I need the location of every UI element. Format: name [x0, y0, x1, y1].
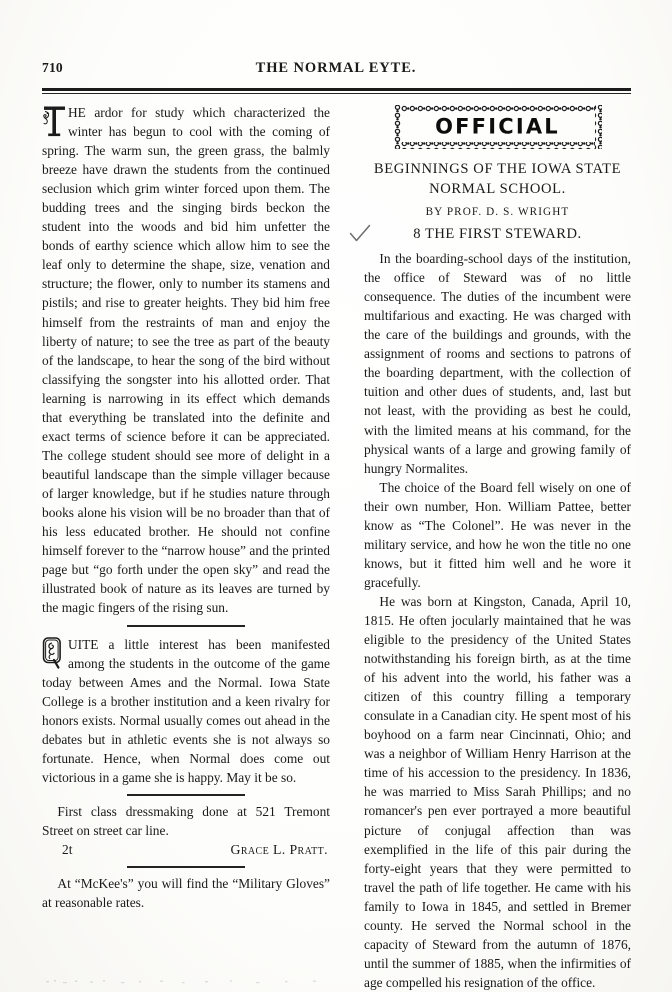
publication-title: THE NORMAL EYTE. — [255, 60, 417, 76]
ornamental-initial-q-icon — [42, 636, 67, 670]
header-rule-thick — [42, 88, 631, 91]
official-banner — [394, 105, 602, 149]
advert-mckees-gloves — [42, 874, 330, 912]
right-paragraph-1: In the boarding-school days of the institution, the office of Steward was of no little consequence. The duties of the incumbent were multifarious and exacting. He was charged with the care of the buildings and grounds, with the assignment of rooms and sections to patrons of the boarding department, with the collection of tuition and other dues of students, and, last but not least, with the providing as best he could, with the limited means at his command, for the physical wants of a large and growing family of hungry Normalites. — [364, 251, 631, 476]
page-folio-number: 710 — [42, 60, 63, 75]
section-divider-1 — [127, 625, 245, 627]
scan-speckle — [42, 978, 342, 986]
advert-mckees-body: At “McKee's” you will find the “Military Gloves” at reasonable rates. — [42, 875, 330, 910]
official-banner-label: OFFICIAL — [435, 114, 560, 139]
right-paragraph-2: The choice of the Board fell wisely on one of their own number, Hon. William Pattee, better know as “The Colonel”. He was never in the military service, and how he won the title no one knows, but it fitted him well and he wore it gracefully. — [364, 479, 631, 590]
advert-duration: 2t — [62, 841, 73, 857]
header-rule-thin — [42, 93, 631, 94]
ornamental-initial-t-icon — [42, 104, 67, 138]
advert-signer-name: Grace L. Pratt. — [230, 841, 328, 857]
left-article-1-body: HE ardor for study which characterized the winter has begun to cool with the coming of spring. The warm sun, the green grass, the balmly breeze have drawn the students from the continued seclusion which grim winter forced upon them. The budding trees and the singing birds beckon the student into the woods and bid him unfetter the bonds of earthy science which allow him to see the leaf only to determine the shape, size, venation and structure; the flower, only to number its stamens and pistils; and rise to greater heights. They bid him free himself from the restraints of man and enjoy the liberty of nature; to see the tree as part of the beauty of the landscape, to hear the song of the bird without classifying the songster into his allotted order. That learning is narrowing in its effect which demands that everything be translated into the definite and exact terms of science before it can be appreciated. The college student should see more of delight in a beautiful landscape than the simple villager because of larger knowledge, but if he studies nature through books alone his vision will be no broader than that of his less educated brother. He should not confine himself forever to the “narrow house” and the printed page but “go forth under the open sky” and read the illustrated book of nature as its leaves are turned by the magic fingers of the rising sun. — [42, 105, 330, 616]
section-divider-2 — [127, 794, 245, 796]
right-column — [364, 103, 631, 992]
section-divider-3 — [127, 866, 245, 868]
article-section-heading: 8 THE FIRST STEWARD. — [413, 226, 582, 243]
article-byline: BY PROF. D. S. WRIGHT — [425, 206, 570, 218]
advert-dressmaking-signature-line — [42, 840, 330, 859]
header-double-rule — [42, 88, 631, 94]
right-paragraph-3: He was born at Kingston, Canada, April 10, 1815. He often jocularly maintained that he was eligible to the presidency of the United States notwithstanding his foreign birth, as at the time of his advent into the world, his father was a citizen of this country filling a temporary consulate in a Canadian city. He spent most of his boyhood on a farm near Cincinnati, Ohio; and was a neighbor of William Henry Harrison at the time of his accession to the presidency. In 1836, he was married to Miss Sarah Phillips; and no romancer's pen ever portrayed a more beautiful picture of conjugal affection than was exemplified in the life of this pair during the forty-eight years that they were permitted to travel the path of life together. He came with his family to Iowa in 1845, and settled in Bremer county. He served the Normal school in the capacity of Steward from the autumn of 1876, until the summer of 1885, when the infirmities of age compelled his resignation of the office. — [364, 593, 631, 990]
margin-check-mark-icon — [349, 224, 371, 244]
left-article-2-body: UITE a little interest has been manifested among the students in the outcome of the game today between Ames and the Normal. Iowa State College is a brother institution and a keen rivalry for honors exists. Normal usually comes out ahead in the debates but in athletic events she is not always so fortunate. Hence, when Normal does come out victorious in a game she is happy. May it be so. — [42, 636, 330, 786]
left-article-2 — [42, 635, 330, 787]
running-head — [42, 60, 630, 80]
advert-dressmaking — [42, 802, 330, 840]
advert-dressmaking-body: First class dressmaking done at 521 Tremont Street on street car line. — [42, 803, 330, 838]
article-title: BEGINNINGS OF THE IOWA STATE NORMAL SCHOOL. — [373, 161, 622, 197]
left-column — [42, 103, 330, 912]
left-article-1 — [42, 103, 330, 617]
